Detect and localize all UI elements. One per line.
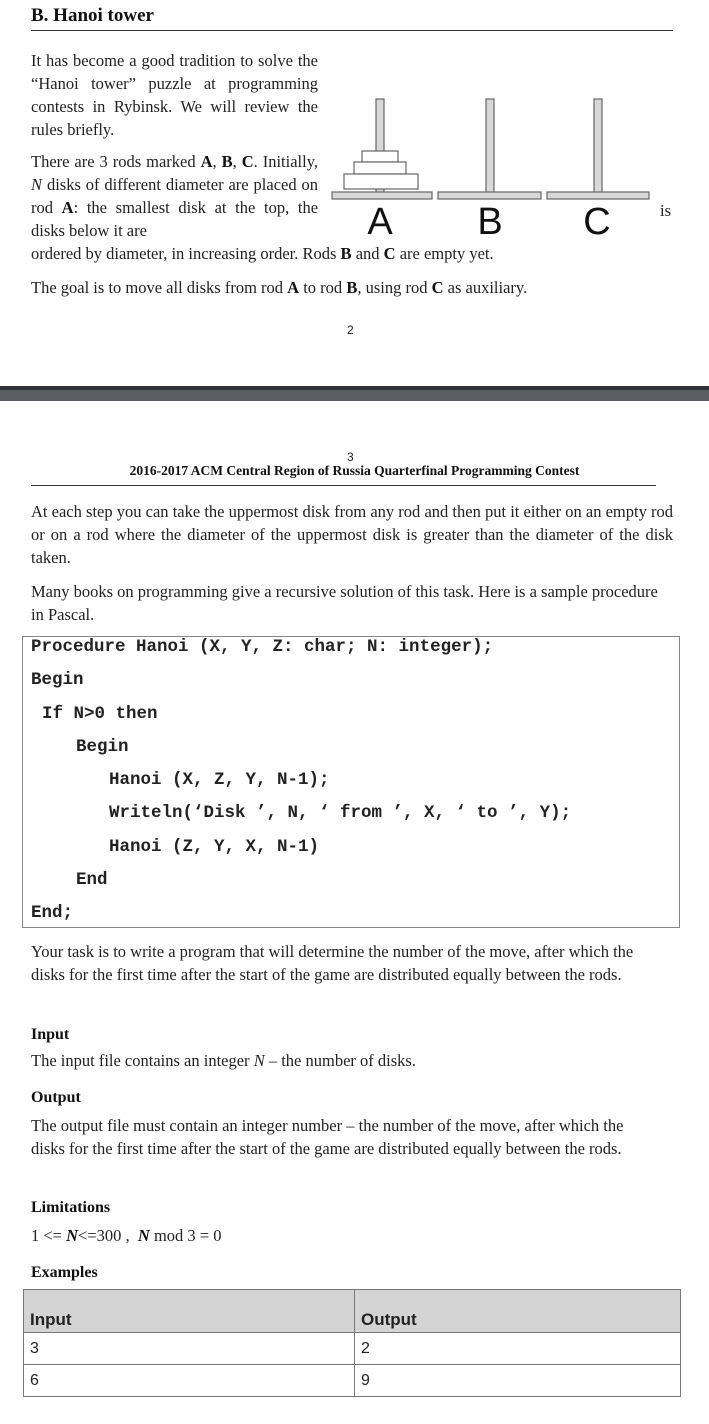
n-var: N <box>137 1226 150 1245</box>
task-paragraph: Your task is to write a program that will determine the number of the move, after which the disks for the first time after the start of the game are distributed equally between the rods. <box>31 942 634 984</box>
table-row <box>24 1365 681 1397</box>
input-heading: Input <box>31 1026 70 1043</box>
empty-text: are empty yet. <box>399 244 494 263</box>
separator-shade <box>0 386 709 390</box>
rod-b-ref: B <box>340 244 352 263</box>
page-2 <box>0 0 709 386</box>
goal-line <box>31 276 671 299</box>
col-input-header: Input <box>24 1290 355 1333</box>
rod-c-ref: C <box>383 244 396 263</box>
at-top-text: at the top, the disks below it are <box>31 198 319 240</box>
goal-using-text: , using rod <box>357 278 428 297</box>
example-input: 6 <box>24 1365 355 1397</box>
page-number: 2 <box>347 323 354 337</box>
limitations-line <box>31 1224 671 1247</box>
rods-text: There are 3 rods marked <box>31 152 196 171</box>
goal-post-text: as auxiliary. <box>447 278 528 297</box>
table-row <box>24 1333 681 1365</box>
limit-mid: <=300 , <box>78 1226 130 1245</box>
n-var: N <box>66 1226 79 1245</box>
goal-to-text: to rod <box>303 278 343 297</box>
code-line: Begin <box>31 670 84 690</box>
smallest-text: : the smallest disk <box>73 198 206 217</box>
and-text: and <box>355 244 380 263</box>
rod-b-ref: B <box>346 278 358 297</box>
label-b: B <box>477 201 503 242</box>
n-var: N <box>31 175 43 194</box>
page-number: 3 <box>347 450 354 464</box>
rod-a-ref: A <box>61 198 74 217</box>
header-rule <box>31 485 656 486</box>
rod-a-base <box>332 192 432 199</box>
rod-c-post <box>594 99 602 194</box>
code-line: Hanoi (X, Z, Y, N-1); <box>109 770 330 790</box>
hanoi-figure <box>330 92 650 242</box>
rods-paragraph: There are 3 rods marked A, B, C. Initially, N disks of different diameter are placed on rod A: the smallest disk at the top, the disks below it are <box>31 152 319 240</box>
input-text-post: – the number of disks. <box>268 1051 416 1070</box>
intro-paragraph: It has become a good tradition to solve the “Hanoi tower” puzzle at programming contests in Rybinsk. We will review the rules briefly. <box>31 51 318 139</box>
rod-a-ref: A <box>200 152 213 171</box>
step-rule-paragraph: At each step you can take the uppermost disk from any rod and then put it either on an empty rod or on a rod where the diameter of the uppermost disk is greater than the diameter of the disk taken. <box>31 502 673 567</box>
code-line: Hanoi (Z, Y, X, N-1) <box>109 837 320 857</box>
examples-heading: Examples <box>31 1264 98 1281</box>
output-paragraph: The output file must contain an integer number – the number of the move, after which the disks for the first time after the start of the game are distributed equally between the rods. <box>31 1116 624 1158</box>
disks-text: disks of different diameter are placed on rod <box>31 175 319 217</box>
goal-text: The goal is to move all disks from rod <box>31 278 284 297</box>
output-heading: Output <box>31 1089 81 1106</box>
col-output-header: Output <box>355 1290 681 1333</box>
limitations-heading: Limitations <box>31 1199 111 1216</box>
rod-a-ref: A <box>287 278 300 297</box>
rod-c-base <box>547 192 649 199</box>
initially-text: Initially, <box>262 152 319 171</box>
code-line: Begin <box>76 737 129 757</box>
example-output: 2 <box>355 1333 681 1365</box>
rod-c-ref: C <box>431 278 444 297</box>
page-separator <box>0 386 709 401</box>
table-header-row <box>24 1290 681 1333</box>
rod-c-ref: C <box>241 152 254 171</box>
code-line: End <box>76 870 108 890</box>
n-var: N <box>253 1051 265 1070</box>
title-rule <box>31 30 673 31</box>
examples-table <box>23 1289 681 1397</box>
example-output: 9 <box>355 1365 681 1397</box>
code-line: Writeln(‘Disk ’, N, ‘ from ’, X, ‘ to ’, Y); <box>109 803 572 823</box>
disk-medium <box>354 162 406 174</box>
example-input: 3 <box>24 1333 355 1365</box>
label-c: C <box>583 201 611 242</box>
running-header: 2016-2017 ACM Central Region of Russia Quarterfinal Programming Contest <box>129 463 580 478</box>
books-paragraph: Many books on programming give a recursive solution of this task. Here is a sample procedure in Pascal. <box>31 582 658 624</box>
is-word: is <box>660 201 672 220</box>
code-line: End; <box>31 903 74 923</box>
input-paragraph <box>31 1049 671 1072</box>
rod-b-base <box>438 192 541 199</box>
problem-title: B. Hanoi tower <box>31 5 154 26</box>
ordered-text: ordered by diameter, in increasing order. Rods <box>31 244 337 263</box>
code-line: Procedure Hanoi (X, Y, Z: char; N: integer); <box>31 637 494 657</box>
limit-text: 1 <= <box>31 1226 62 1245</box>
rod-b-ref: B <box>221 152 233 171</box>
disk-small <box>362 151 398 162</box>
limit-post: mod 3 = 0 <box>153 1226 222 1245</box>
label-a: A <box>367 201 393 242</box>
code-line: If N>0 then <box>42 704 158 724</box>
ordered-line <box>31 242 671 265</box>
input-text: The input file contains an integer <box>31 1051 250 1070</box>
disk-large <box>344 174 418 189</box>
rod-b-post <box>486 99 494 194</box>
